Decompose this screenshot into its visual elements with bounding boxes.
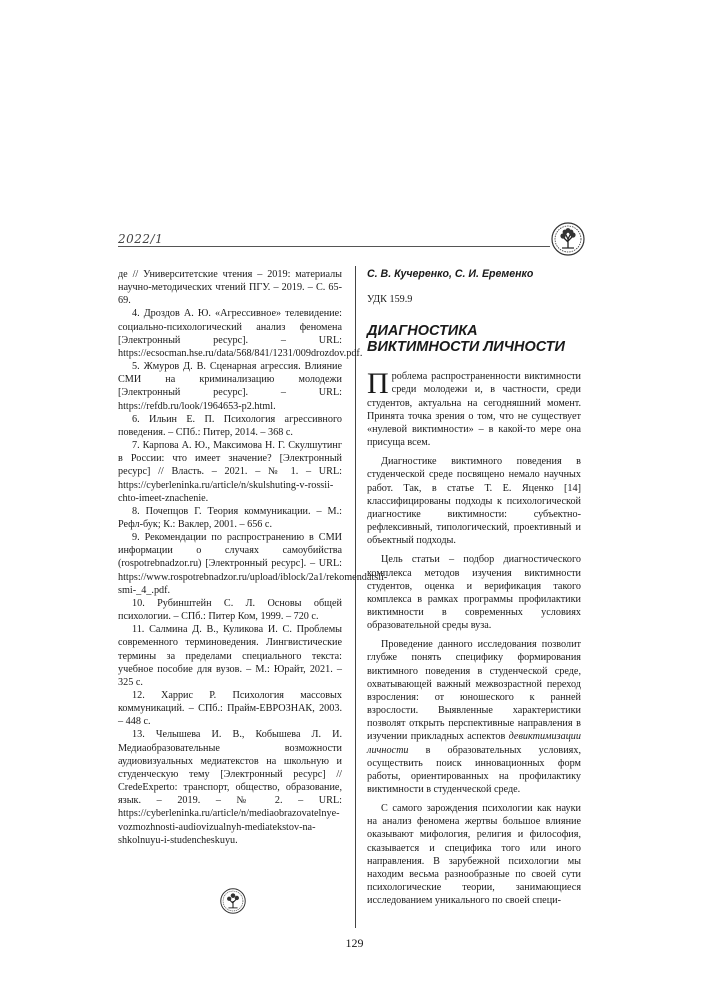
article-authors: С. В. Кучеренко, С. И. Еременко	[367, 268, 534, 280]
running-head: 2022/1	[118, 232, 164, 246]
article-title-line: ДИАГНОСТИКА	[367, 323, 478, 340]
reference-item: де // Университетские чтения – 2019: материалы научно-методических чтений ПГУ. – 2019. – С. 65-69.	[118, 269, 342, 307]
article-column	[367, 268, 581, 913]
article-paragraph: Цель статьи – подбор диагностического комплекса методов изучения виктимности студентов, оценка и верификация такого комплекса в рамках программы профилактики виктимности в современных условиях образовательной среды вуза.	[367, 554, 581, 632]
reference-item: 8. Почепцов Г. Теория коммуникации. – М.: Рефл-бук; К.: Ваклер, 2001. – 656 с.	[118, 505, 342, 530]
reference-item: 11. Салмина Д. В., Куликова И. С. Проблемы современного терминоведения. Лингвистические термины за пределами специального текста: учебное пособие для вузов. – М.: Юрайт, 2021. – 325 с.	[118, 624, 342, 688]
reference-item: 6. Ильин Е. П. Психология агрессивного поведения. – СПб.: Питер, 2014. – 368 с.	[118, 413, 342, 438]
article-title-line: ВИКТИМНОСТИ ЛИЧНОСТИ	[367, 339, 565, 356]
udc-code: УДК 159.9	[367, 294, 413, 306]
reference-item: 10. Рубинштейн С. Л. Основы общей психологии. – СПб.: Питер Ком, 1999. – 720 с.	[118, 597, 342, 623]
column-divider	[355, 266, 356, 928]
article-paragraph	[367, 367, 581, 449]
article-paragraph: С самого зарождения психологии как науки на анализ феномена жертвы большое влияние оказывают мифология, религия и философия, сказывается и специфика того или иного направления. В зарубежной психологии мы находим весьма разнообразные по своей сути психологические теории, занимающиеся исследованием уникального по своей специ-	[367, 803, 581, 907]
reference-item: 4. Дроздов А. Ю. «Агрессивное» телевидение: социально-психологический анализ феномена [Электронный ресурс]. – URL: https://ecsocman.hse.ru/data/568/841/1231/009drozdov.pdf.	[118, 308, 363, 359]
article-title	[367, 323, 581, 355]
article-paragraph	[367, 638, 581, 796]
drop-cap: П	[367, 367, 389, 401]
article-paragraph: Диагностике виктимного поведения в студенческой среде посвящено немало научных работ. Так, в статье Т. Е. Яценко [14] классифицированы подходы к психологической диагностике виктимности: субъектно-рефлексивный, типологический, проективный и объектный подходы.	[367, 456, 581, 547]
references-column	[118, 268, 388, 847]
reference-item: 5. Жмуров Д. В. Сценарная агрессия. Влияние СМИ на криминализацию молодежи [Электронный ресурс]. – URL: https://refdb.ru/look/1964653-p2.html.	[118, 361, 342, 412]
reference-item: 7. Карпова А. Ю., Максимова Н. Г. Скулшутинг в России: что имеет значение? [Электронный ресурс] // Власть. – 2021. – № 1. – URL: https://cyberleninka.ru/article/n/skulshuting-v-rossii-chto-imeet-znachenie.	[118, 440, 342, 504]
reference-item: 9. Рекомендации по распространению в СМИ информации о случаях самоубийства (rospotrebnadzor.ru) [Электронный ресурс]. – URL: https://www.rospotrebnadzor.ru/upload/iblock/2a1/rekomendatsii-smi-_4_.pdf.	[118, 532, 388, 596]
university-tree-emblem-icon	[551, 222, 585, 256]
paragraph-text: роблема распространенности виктимности среди молодежи и, в частности, среди студентов, актуальна на сегодняшний момент. Принята точка зрения о том, что не существует «нулевой виктимности» – в какой-то мере она присуща всем.	[367, 371, 581, 449]
reference-item: 12. Харрис Р. Психология массовых коммуникаций. – СПб.: Прайм-ЕВРОЗНАК, 2003. – 448 с.	[118, 690, 342, 728]
emphasized-term: девиктимизации личности	[367, 731, 581, 756]
header-rule	[118, 246, 550, 247]
paragraph-text: Проведение данного исследования позволит глубже понять специфику формирования виктимного поведения в студенческой среде, охватывающей важный межвозрастной переход взросления: от юношеского к ранней взрослости. Выявленные характеристики позволят открыть перспективные направления в изучении прикладных аспектов	[367, 639, 581, 743]
page-number: 129	[345, 936, 364, 950]
paragraph-text: в образовательных условиях, осуществить поиск инновационных форм работы, ориентированных на профилактику виктимности в студенческой среде.	[367, 744, 581, 795]
university-tree-emblem-icon	[220, 888, 246, 914]
reference-item: 13. Челышева И. В., Кобышева Л. И. Медиаобразовательные возможности аудиовизуальных медиатекстов на школьную и студенческую тему [Электронный ресурс] // CredeExperto: транспорт, общество, образование, язык. – 2019. – № 2. – URL: https://cyberleninka.ru/article/n/mediaobrazovatelnye-vozmozhnosti-audiovizualnyh-mediatekstov-na-shkolnuyu-i-studencheskuyu.	[118, 729, 342, 846]
